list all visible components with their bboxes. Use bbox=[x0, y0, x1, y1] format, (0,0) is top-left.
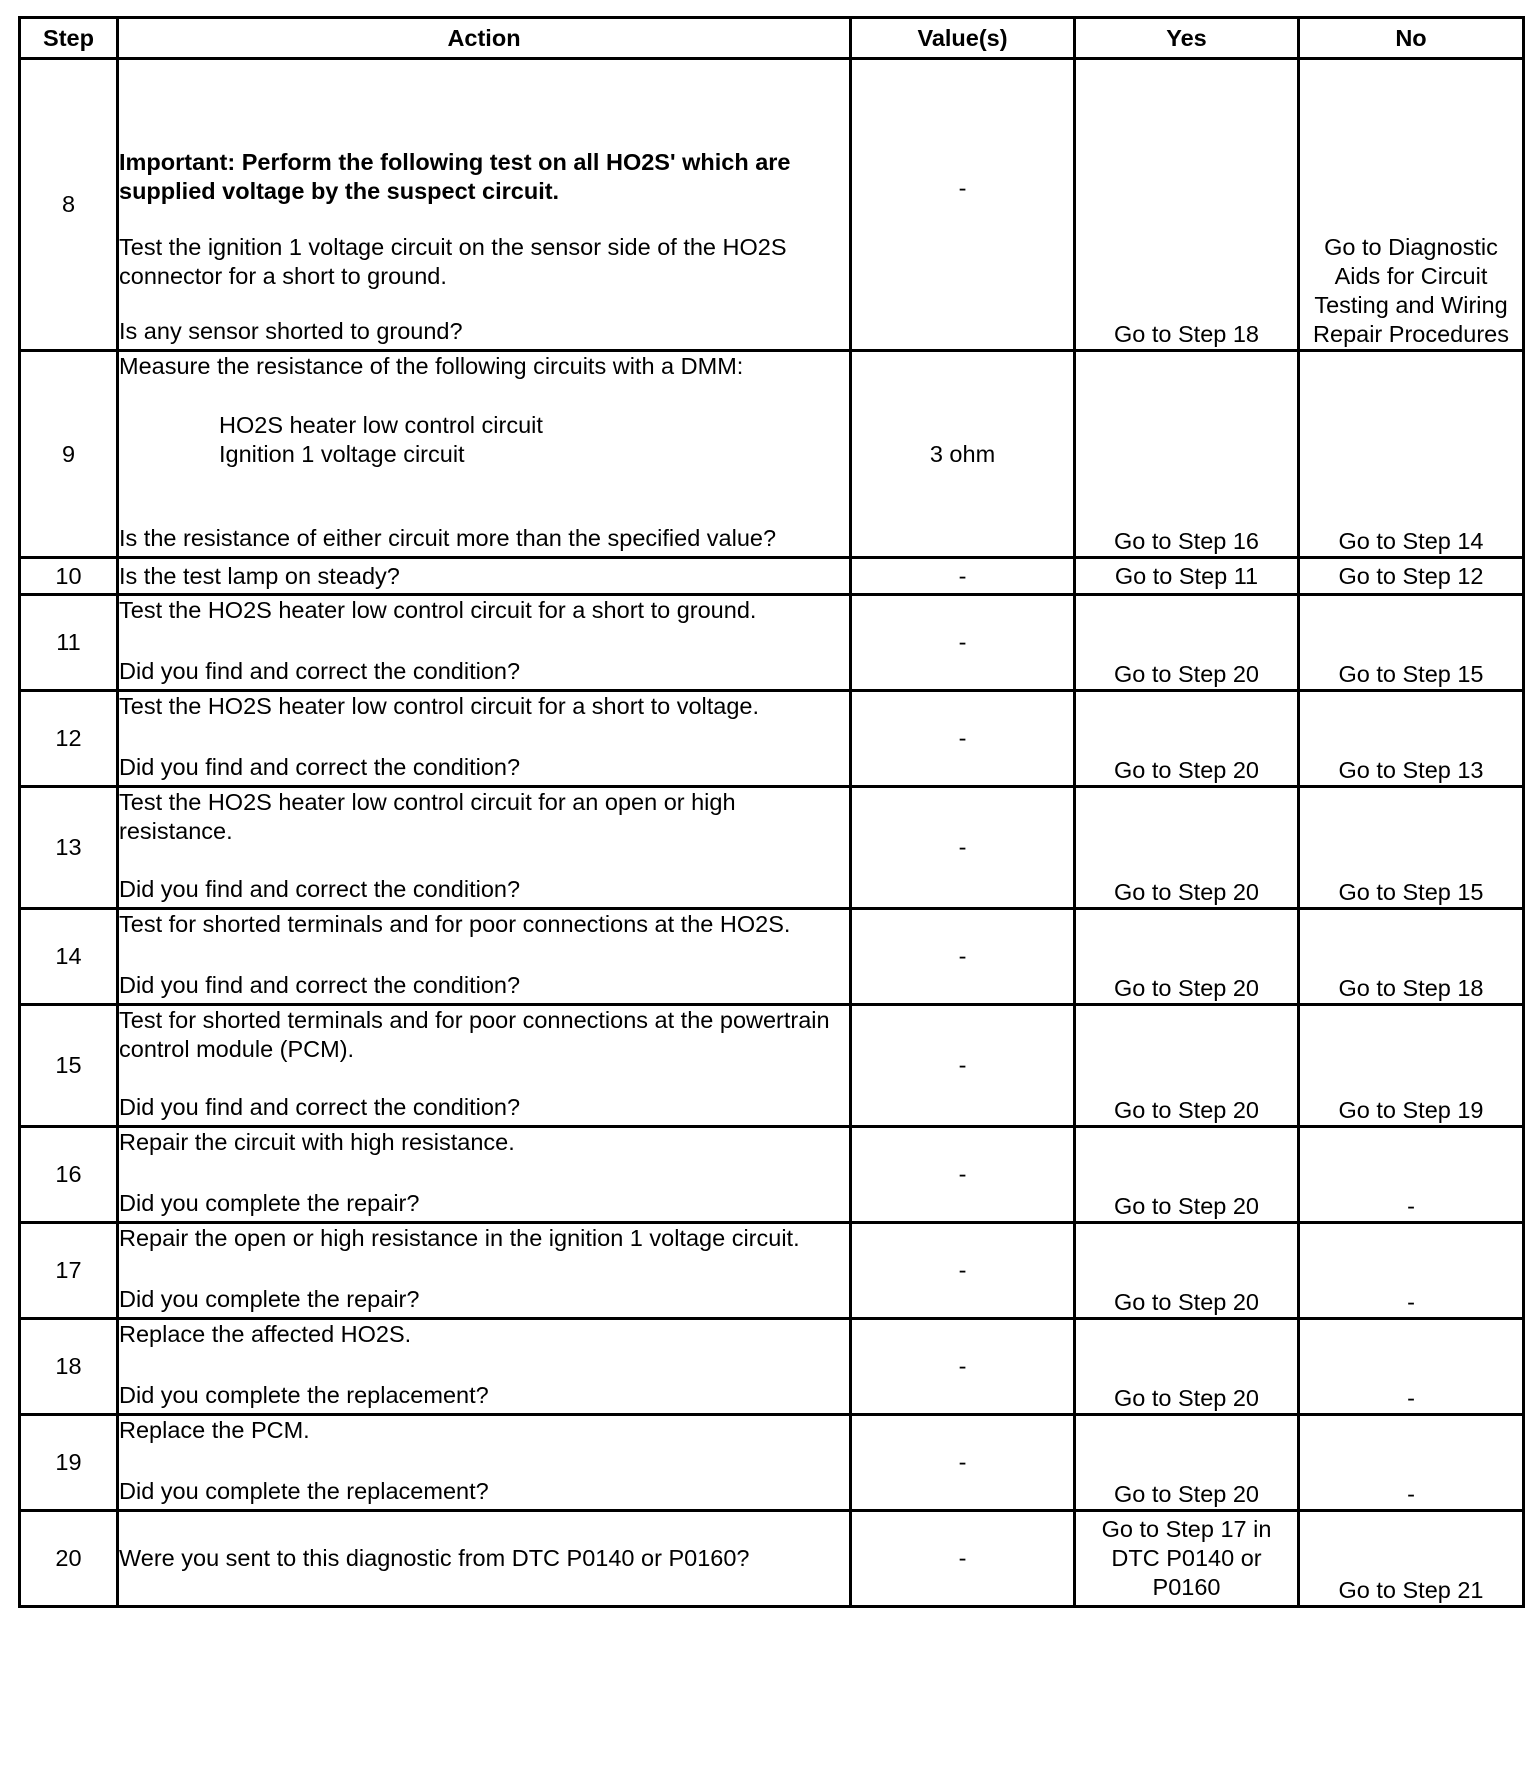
no-link: - bbox=[1299, 1223, 1524, 1319]
action-cell bbox=[118, 1415, 851, 1511]
value-cell: 3 ohm bbox=[851, 351, 1075, 558]
important-note: Important: Perform the following test on all HO2S' which are supplied voltage by the suspect circuit. bbox=[119, 149, 791, 205]
action-text: Test the ignition 1 voltage circuit on the sensor side of the HO2S connector for a short to ground. bbox=[119, 233, 787, 289]
step-number: 16 bbox=[20, 1127, 118, 1223]
action-cell bbox=[118, 351, 851, 558]
header-values: Value(s) bbox=[851, 18, 1075, 59]
value-cell: - bbox=[851, 59, 1075, 351]
action-cell bbox=[118, 59, 851, 351]
no-link[interactable]: Go to Step 15 bbox=[1299, 595, 1524, 691]
header-yes: Yes bbox=[1075, 18, 1299, 59]
action-question: Did you complete the repair? bbox=[119, 1286, 420, 1312]
action-cell bbox=[118, 1319, 851, 1415]
action-cell bbox=[118, 691, 851, 787]
action-question: Did you complete the replacement? bbox=[119, 1478, 489, 1504]
action-text: Replace the affected HO2S. bbox=[119, 1321, 412, 1347]
no-link[interactable]: Go to Step 12 bbox=[1299, 558, 1524, 595]
action-question: Is the resistance of either circuit more than the specified value? bbox=[119, 525, 777, 551]
action-cell bbox=[118, 595, 851, 691]
action-cell bbox=[118, 1223, 851, 1319]
yes-link[interactable]: Go to Step 17 in DTC P0140 or P0160 bbox=[1075, 1511, 1299, 1607]
no-link[interactable]: Go to Step 14 bbox=[1299, 351, 1524, 558]
step-number: 8 bbox=[20, 59, 118, 351]
value-cell: - bbox=[851, 1127, 1075, 1223]
yes-link[interactable]: Go to Step 20 bbox=[1075, 1127, 1299, 1223]
yes-link[interactable]: Go to Step 20 bbox=[1075, 1223, 1299, 1319]
action-cell bbox=[118, 787, 851, 909]
yes-link[interactable]: Go to Step 16 bbox=[1075, 351, 1299, 558]
step-number: 17 bbox=[20, 1223, 118, 1319]
step-number: 9 bbox=[20, 351, 118, 558]
step-number: 14 bbox=[20, 909, 118, 1005]
step-number: 11 bbox=[20, 595, 118, 691]
table-row bbox=[20, 1223, 1524, 1319]
action-question: Did you find and correct the condition? bbox=[119, 1094, 521, 1120]
yes-link[interactable]: Go to Step 18 bbox=[1075, 59, 1299, 351]
yes-link[interactable]: Go to Step 20 bbox=[1075, 787, 1299, 909]
yes-link[interactable]: Go to Step 20 bbox=[1075, 595, 1299, 691]
table-row bbox=[20, 595, 1524, 691]
table-row bbox=[20, 1511, 1524, 1607]
header-step: Step bbox=[20, 18, 118, 59]
no-link: - bbox=[1299, 1319, 1524, 1415]
value-cell: - bbox=[851, 595, 1075, 691]
action-text: Replace the PCM. bbox=[119, 1417, 310, 1443]
action-cell bbox=[118, 909, 851, 1005]
action-question: Did you complete the replacement? bbox=[119, 1382, 489, 1408]
no-link[interactable]: Go to Step 13 bbox=[1299, 691, 1524, 787]
yes-link[interactable]: Go to Step 20 bbox=[1075, 1415, 1299, 1511]
step-number: 18 bbox=[20, 1319, 118, 1415]
table-row bbox=[20, 787, 1524, 909]
action-text: Measure the resistance of the following circuits with a DMM: bbox=[119, 353, 744, 379]
table-row bbox=[20, 1127, 1524, 1223]
no-link: - bbox=[1299, 1127, 1524, 1223]
yes-link[interactable]: Go to Step 20 bbox=[1075, 1005, 1299, 1127]
action-question: Did you complete the repair? bbox=[119, 1190, 420, 1216]
action-question: Did you find and correct the condition? bbox=[119, 972, 521, 998]
no-link[interactable]: Go to Step 21 bbox=[1299, 1511, 1524, 1607]
action-question: Is any sensor shorted to ground? bbox=[119, 317, 463, 344]
table-row bbox=[20, 691, 1524, 787]
action-cell bbox=[118, 1005, 851, 1127]
value-cell: - bbox=[851, 558, 1075, 595]
table-row bbox=[20, 558, 1524, 595]
table-row bbox=[20, 351, 1524, 558]
value-cell: - bbox=[851, 1005, 1075, 1127]
value-cell: - bbox=[851, 1511, 1075, 1607]
yes-link[interactable]: Go to Step 20 bbox=[1075, 909, 1299, 1005]
header-action: Action bbox=[118, 18, 851, 59]
no-link[interactable]: Go to Step 19 bbox=[1299, 1005, 1524, 1127]
action-question: Did you find and correct the condition? bbox=[119, 876, 521, 902]
table-row bbox=[20, 1319, 1524, 1415]
action-question: Is the test lamp on steady? bbox=[118, 558, 851, 595]
no-link[interactable]: Go to Step 15 bbox=[1299, 787, 1524, 909]
diagnostic-table bbox=[18, 16, 1525, 1608]
yes-link[interactable]: Go to Step 11 bbox=[1075, 558, 1299, 595]
action-cell bbox=[118, 1127, 851, 1223]
step-number: 12 bbox=[20, 691, 118, 787]
value-cell: - bbox=[851, 1223, 1075, 1319]
step-number: 19 bbox=[20, 1415, 118, 1511]
value-cell: - bbox=[851, 1319, 1075, 1415]
action-question: Did you find and correct the condition? bbox=[119, 754, 521, 780]
action-text: Repair the open or high resistance in the ignition 1 voltage circuit. bbox=[119, 1225, 800, 1251]
action-text: Test for shorted terminals and for poor connections at the powertrain control module (PCM). bbox=[119, 1007, 830, 1062]
value-cell: - bbox=[851, 1415, 1075, 1511]
step-number: 10 bbox=[20, 558, 118, 595]
circuit-item: Ignition 1 voltage circuit bbox=[219, 441, 465, 467]
no-link[interactable]: Go to Diagnostic Aids for Circuit Testing and Wiring Repair Procedures bbox=[1299, 59, 1524, 351]
table-row bbox=[20, 1415, 1524, 1511]
value-cell: - bbox=[851, 691, 1075, 787]
action-text: Test the HO2S heater low control circuit for an open or high resistance. bbox=[119, 789, 736, 844]
action-question: Were you sent to this diagnostic from DTC P0140 or P0160? bbox=[118, 1511, 851, 1607]
table-row bbox=[20, 909, 1524, 1005]
table-row bbox=[20, 1005, 1524, 1127]
value-cell: - bbox=[851, 787, 1075, 909]
no-link: - bbox=[1299, 1415, 1524, 1511]
no-link[interactable]: Go to Step 18 bbox=[1299, 909, 1524, 1005]
step-number: 15 bbox=[20, 1005, 118, 1127]
action-question: Did you find and correct the condition? bbox=[119, 658, 521, 684]
header-no: No bbox=[1299, 18, 1524, 59]
table-row bbox=[20, 59, 1524, 351]
action-text: Repair the circuit with high resistance. bbox=[119, 1129, 515, 1155]
step-number: 20 bbox=[20, 1511, 118, 1607]
header-row bbox=[20, 18, 1524, 59]
circuit-item: HO2S heater low control circuit bbox=[219, 412, 543, 438]
step-number: 13 bbox=[20, 787, 118, 909]
yes-link[interactable]: Go to Step 20 bbox=[1075, 691, 1299, 787]
action-text: Test the HO2S heater low control circuit for a short to ground. bbox=[119, 597, 757, 623]
yes-link[interactable]: Go to Step 20 bbox=[1075, 1319, 1299, 1415]
value-cell: - bbox=[851, 909, 1075, 1005]
action-text: Test the HO2S heater low control circuit for a short to voltage. bbox=[119, 693, 760, 719]
action-text: Test for shorted terminals and for poor connections at the HO2S. bbox=[119, 911, 791, 937]
